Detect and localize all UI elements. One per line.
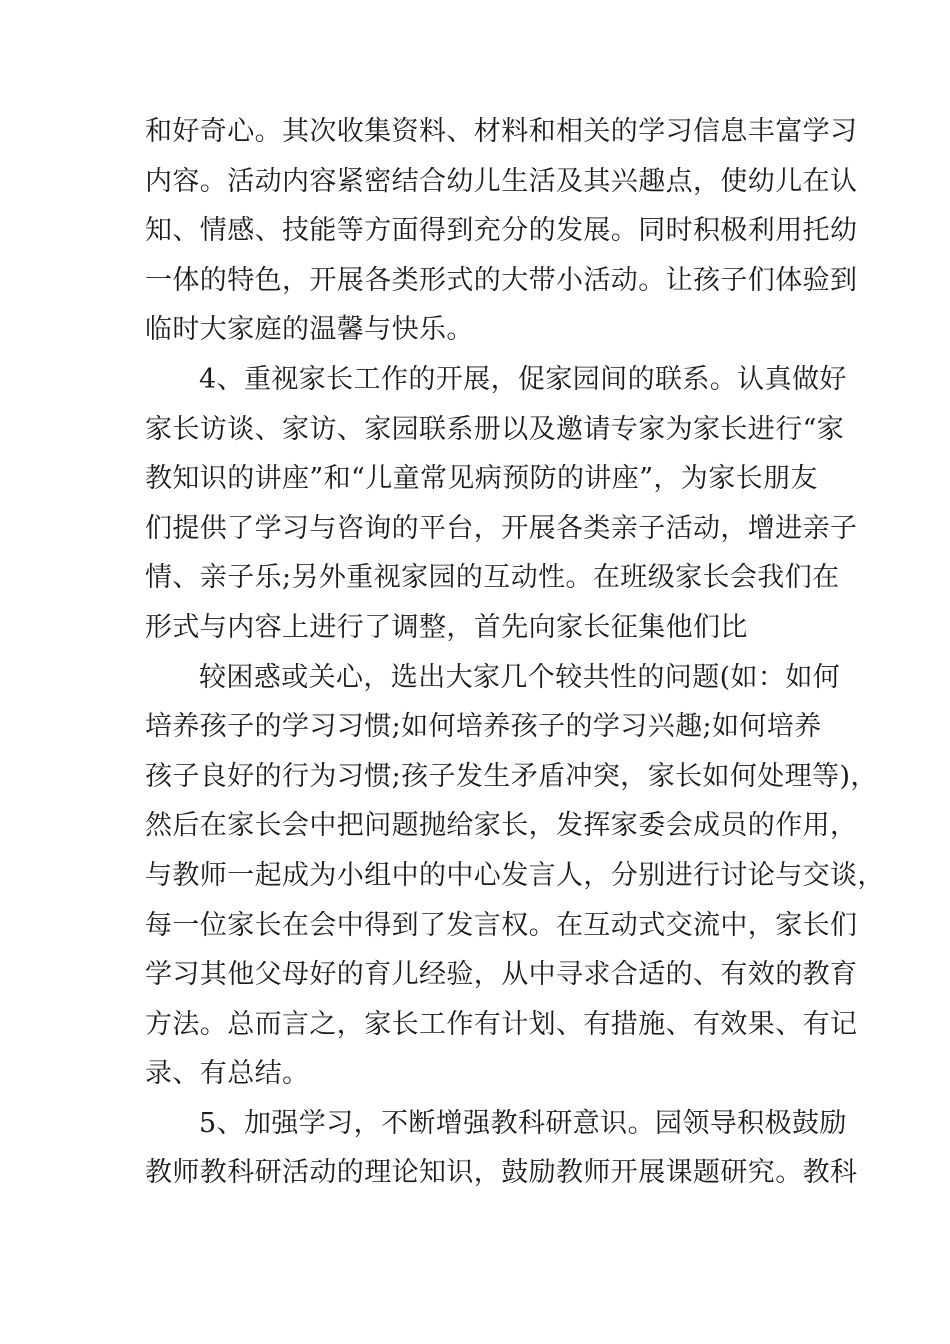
text-line: 内容。活动内容紧密结合幼儿生活及其兴趣点，使幼儿在认 [145, 165, 858, 197]
text-line: 与教师一起成为小组中的中心发言人，分别进行讨论与交谈， [145, 859, 885, 891]
text-line: 教知识的讲座”和“儿童常见病预防的讲座”，为家长朋友 [145, 463, 818, 495]
text-line: 培养孩子的学习习惯;如何培养孩子的学习兴趣;如何培养 [145, 711, 822, 743]
text-line: 然后在家长会中把问题抛给家长，发挥家委会成员的作用， [145, 810, 858, 842]
text-line: 较困惑或关心，选出大家几个较共性的问题(如：如何 [199, 661, 841, 693]
document-body [145, 107, 885, 1198]
text-line: 教师教科研活动的理论知识，鼓励教师开展课题研究。教科 [145, 1157, 858, 1189]
text-line: 5、加强学习，不断增强教科研意识。园领导积极鼓励 [199, 1107, 847, 1139]
text-line: 形式与内容上进行了调整，首先向家长征集他们比 [145, 611, 748, 643]
text-line: 方法。总而言之，家长工作有计划、有措施、有效果、有记 [145, 1008, 858, 1040]
text-line: 学习其他父母好的育儿经验，从中寻求合适的、有效的教育 [145, 959, 858, 991]
text-line: 家长访谈、家访、家园联系册以及邀请专家为家长进行“家 [145, 413, 845, 445]
text-line: 孩子良好的行为习惯;孩子发生矛盾冲突，家长如何处理等)， [145, 760, 878, 792]
text-line: 每一位家长在会中得到了发言权。在互动式交流中，家长们 [145, 909, 858, 941]
text-line: 知、情感、技能等方面得到充分的发展。同时积极利用托幼 [145, 215, 858, 247]
text-line: 和好奇心。其次收集资料、材料和相关的学习信息丰富学习 [145, 116, 858, 147]
text-line: 情、亲子乐;另外重视家园的互动性。在班级家长会我们在 [145, 562, 840, 594]
text-line: 临时大家庭的温馨与快乐。 [145, 314, 474, 346]
text-line: 录、有总结。 [145, 1058, 310, 1090]
text-line: 4、重视家长工作的开展，促家园间的联系。认真做好 [199, 363, 847, 395]
text-line: 一体的特色，开展各类形式的大带小活动。让孩子们体验到 [145, 264, 858, 296]
text-line: 们提供了学习与咨询的平台，开展各类亲子活动，增进亲子 [145, 512, 858, 544]
